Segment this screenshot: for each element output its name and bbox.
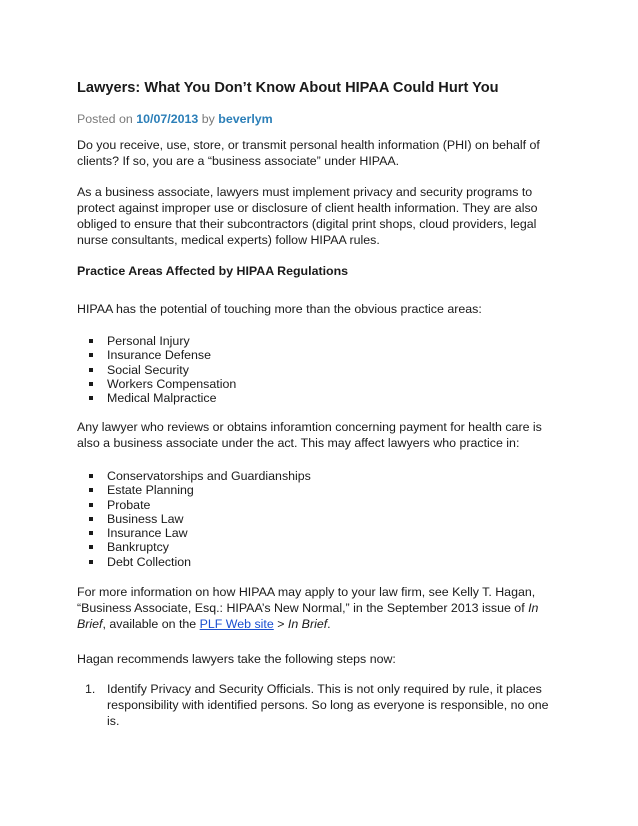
- list-item: [77, 540, 311, 554]
- paragraph-more-info: [77, 584, 557, 632]
- posted-prefix: Posted on: [77, 112, 133, 126]
- in-brief-italic-2: In Brief: [287, 617, 328, 631]
- paragraph-recommendations: Hagan recommends lawyers take the following steps now:: [77, 652, 396, 666]
- section-heading: Practice Areas Affected by HIPAA Regulations: [77, 264, 349, 278]
- bullet-marker-icon: [89, 339, 93, 343]
- list-item-label: Bankruptcy: [107, 540, 169, 555]
- list-item: [77, 391, 236, 405]
- bullet-marker-icon: [89, 474, 93, 478]
- list-item-label: Personal Injury: [107, 334, 190, 348]
- bullet-marker-icon: [89, 353, 93, 357]
- list-item-label: Business Law: [107, 511, 184, 526]
- plf-website-link[interactable]: PLF Web site: [199, 617, 274, 631]
- list-item-label: Insurance Defense: [107, 348, 212, 363]
- post-date-link[interactable]: 10/07/2013: [136, 112, 199, 126]
- bullet-marker-icon: [89, 368, 93, 372]
- bullet-marker-icon: [89, 488, 93, 492]
- step-item: [77, 681, 557, 729]
- list-item-label: Social Security: [107, 362, 189, 377]
- more-info-text-d: .: [327, 617, 331, 631]
- author-link[interactable]: beverlym: [218, 112, 273, 126]
- more-info-text-a: For more information on how HIPAA may apply to your law firm, see Kelly T. Hagan, “Business Associate, Esq.: HIPAA’s New Normal,” in the September 2013 issue of: [77, 585, 536, 615]
- list-item: [77, 555, 311, 569]
- list-item: [77, 512, 311, 526]
- paragraph-business-associate: As a business associate, lawyers must implement privacy and security programs to protect against improper use or disclosure of client health information. They are also obliged to ensure that their subcontractors (digital print shops, cloud providers, legal nurse consultants, medical experts) follow HIPAA rules.: [77, 185, 538, 247]
- list-item-label: Conservatorships and Guardianships: [107, 469, 311, 483]
- bullet-marker-icon: [89, 560, 93, 564]
- paragraph-payment: Any lawyer who reviews or obtains inforamtion concerning payment for health care is also a business associate under the act. This may affect lawyers who practice in:: [77, 420, 542, 450]
- paragraph-practice-areas-intro: HIPAA has the potential of touching more than the obvious practice areas:: [77, 302, 482, 316]
- in-brief-italic-1: In Brief: [77, 601, 539, 631]
- steps-list: [77, 681, 557, 729]
- list-item-label: Insurance Law: [107, 526, 188, 541]
- bullet-marker-icon: [89, 503, 93, 507]
- list-item: [77, 498, 311, 512]
- bullet-marker-icon: [89, 382, 93, 386]
- list-item: [77, 483, 311, 497]
- list-item-label: Debt Collection: [107, 554, 192, 569]
- list-item: [77, 348, 236, 362]
- list-item-label: Workers Compensation: [107, 376, 237, 391]
- bullet-marker-icon: [89, 517, 93, 521]
- bullet-marker-icon: [89, 531, 93, 535]
- list-item: [77, 363, 236, 377]
- article-title: Lawyers: What You Don’t Know About HIPAA Could Hurt You: [77, 80, 499, 96]
- post-meta: [77, 112, 273, 126]
- by-word: by: [201, 112, 215, 126]
- more-info-text-b: , available on the: [102, 617, 200, 631]
- more-info-text-c: >: [273, 617, 288, 631]
- list-item-label: Probate: [107, 497, 151, 512]
- additional-practice-areas-list: [77, 469, 311, 569]
- bullet-marker-icon: [89, 396, 93, 400]
- step-text: Identify Privacy and Security Officials. This is not only required by rule, it places responsibility with identified persons. So long as everyone is responsible, no one is.: [107, 682, 549, 728]
- list-item: [77, 526, 311, 540]
- practice-areas-list: [77, 334, 236, 405]
- list-item: [77, 377, 236, 391]
- list-item-label: Estate Planning: [107, 483, 194, 498]
- bullet-marker-icon: [89, 545, 93, 549]
- list-item: [77, 469, 311, 483]
- list-item-label: Medical Malpractice: [107, 391, 217, 406]
- step-number: 1.: [85, 682, 96, 696]
- paragraph-intro: Do you receive, use, store, or transmit personal health information (PHI) on behalf of clients? If so, you are a “business associate” under HIPAA.: [77, 138, 540, 168]
- list-item: [77, 334, 236, 348]
